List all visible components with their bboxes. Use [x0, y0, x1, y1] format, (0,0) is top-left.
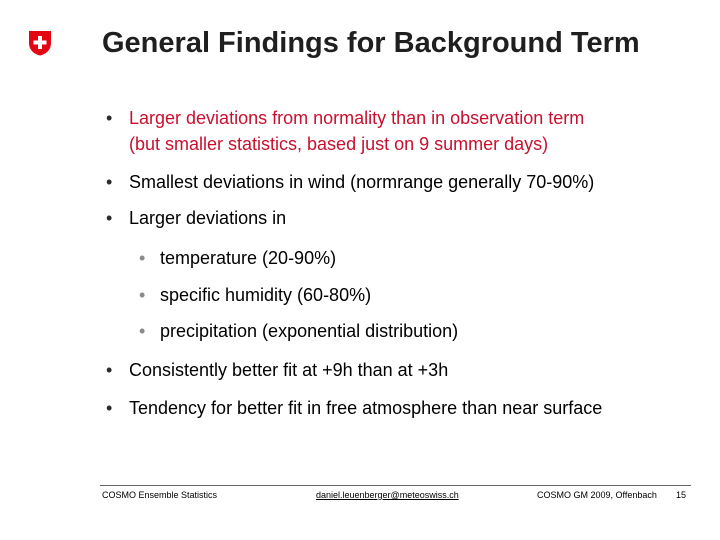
bullet-text: Consistently better fit at +9h than at +3h [129, 360, 449, 380]
page-number: 15 [676, 490, 687, 500]
bullet-text: Larger deviations from normality than in observation term [129, 108, 585, 128]
sub-bullet-text: precipitation (exponential distribution) [160, 321, 459, 341]
footer-email-link[interactable]: daniel.leuenberger@meteoswiss.ch [316, 490, 459, 500]
footer-event: COSMO GM 2009, Offenbach [537, 490, 657, 500]
sub-bullet-text: temperature (20-90%) [160, 248, 337, 268]
bullet-dot: • [106, 208, 113, 228]
bullet-text: Smallest deviations in wind (normrange generally 70-90%) [129, 172, 595, 192]
sub-bullet-text: specific humidity (60-80%) [160, 285, 372, 305]
bullet-dot: • [106, 398, 113, 418]
sub-bullet-dot: • [139, 248, 146, 268]
bullet-text: Larger deviations in [129, 208, 287, 228]
sub-bullet-dot: • [139, 321, 146, 341]
footer-presentation-title: COSMO Ensemble Statistics [102, 490, 218, 500]
bullet-dot: • [106, 360, 113, 380]
page-title: General Findings for Background Term [102, 27, 640, 59]
bullet-dot: • [106, 172, 113, 192]
swiss-cross-logo-icon [28, 30, 52, 56]
bullet-dot: • [106, 108, 113, 128]
bullet-text: Tendency for better fit in free atmosphere than near surface [129, 398, 603, 418]
bullet-text-continuation: (but smaller statistics, based just on 9 summer days) [129, 134, 549, 154]
sub-bullet-dot: • [139, 285, 146, 305]
footer-divider [100, 485, 691, 486]
